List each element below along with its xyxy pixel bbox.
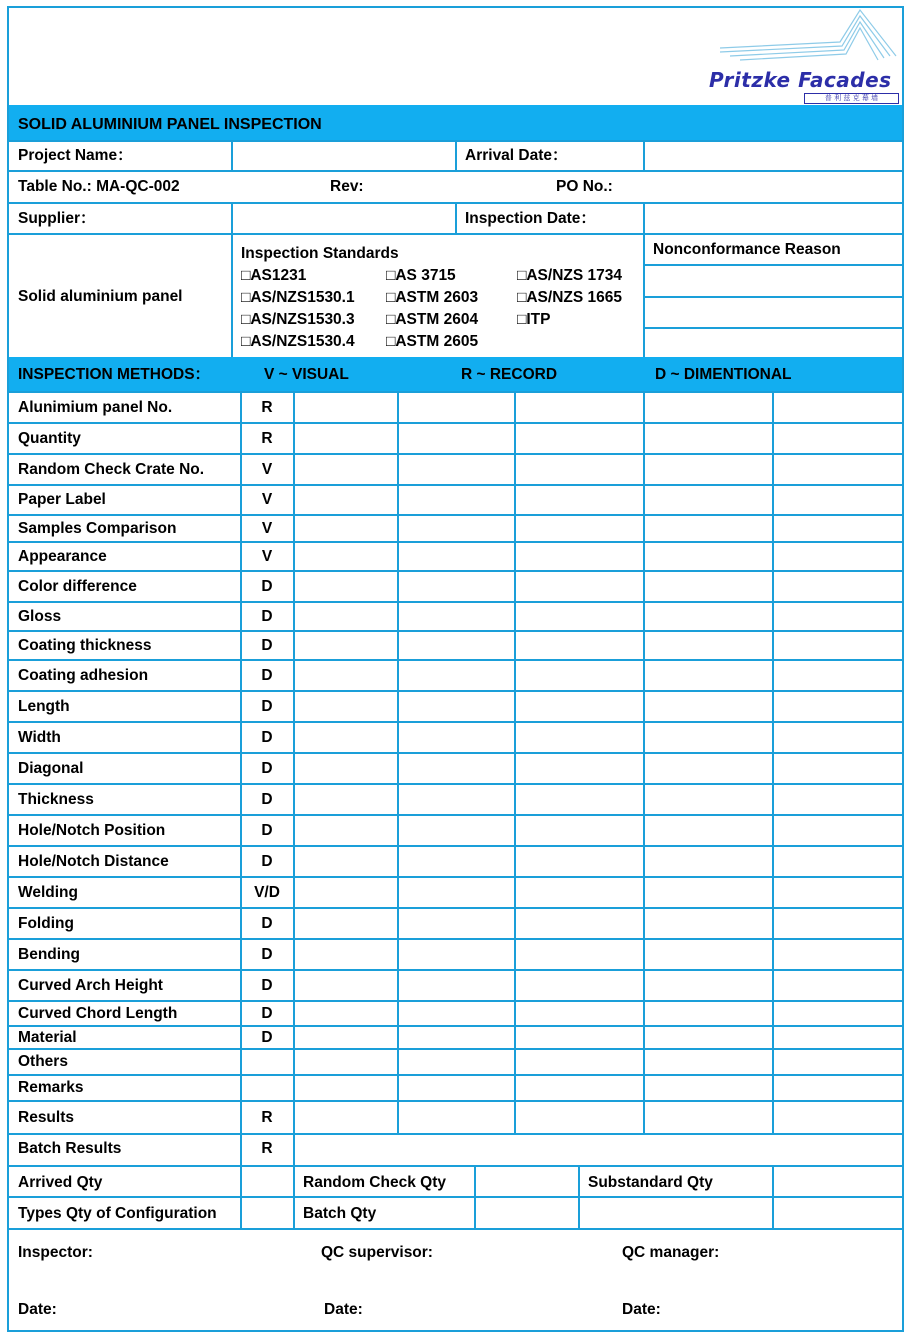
item-result-cell[interactable] <box>399 1050 514 1074</box>
item-result-cell[interactable] <box>645 723 772 752</box>
item-result-cell[interactable] <box>645 878 772 907</box>
item-result-cell[interactable] <box>399 723 514 752</box>
item-result-cell[interactable] <box>774 847 902 876</box>
item-result-cell[interactable] <box>774 754 902 783</box>
item-name: Paper Label <box>18 491 106 508</box>
item-result-cell[interactable] <box>399 878 514 907</box>
item-name: Hole/Notch Distance <box>18 853 169 870</box>
table-number: Table No.: MA-QC-002 <box>18 178 180 195</box>
item-result-cell[interactable] <box>645 909 772 938</box>
item-result-cell[interactable] <box>516 393 643 422</box>
method-dimensional: D ~ DIMENTIONAL <box>655 366 792 383</box>
manager-date-label: Date: <box>622 1301 661 1318</box>
item-name: Gloss <box>18 608 62 625</box>
item-name: Folding <box>18 915 74 932</box>
substandard-qty-field[interactable] <box>774 1167 902 1197</box>
item-result-cell[interactable] <box>399 1102 514 1133</box>
item-result-cell[interactable] <box>774 785 902 814</box>
item-result-cell[interactable] <box>516 847 643 876</box>
item-result-cell[interactable] <box>399 785 514 814</box>
item-result-cell[interactable] <box>774 1102 902 1133</box>
item-method-code: R <box>261 430 273 447</box>
item-result-cell[interactable] <box>774 878 902 907</box>
item-result-cell[interactable] <box>516 878 643 907</box>
item-result-cell[interactable] <box>516 424 643 453</box>
item-method-code: R <box>261 1109 273 1126</box>
logo-wordmark: Pritzke Facades <box>709 68 892 92</box>
item-result-cell[interactable] <box>516 971 643 1000</box>
standard-checkbox[interactable]: □AS1231 <box>241 267 307 284</box>
item-method-code: D <box>261 977 273 994</box>
item-result-cell[interactable] <box>295 486 397 514</box>
item-result-cell[interactable] <box>399 486 514 514</box>
item-name: Width <box>18 729 61 746</box>
item-result-cell[interactable] <box>516 632 643 659</box>
inspection-date-field[interactable] <box>645 204 902 233</box>
item-result-cell[interactable] <box>295 455 397 484</box>
item-name: Quantity <box>18 430 81 447</box>
method-record: R ~ RECORD <box>461 366 558 383</box>
item-result-cell[interactable] <box>399 603 514 630</box>
standard-checkbox[interactable]: □AS/NZS1530.3 <box>241 311 355 328</box>
item-result-cell[interactable] <box>774 940 902 969</box>
item-result-cell[interactable] <box>774 455 902 484</box>
random-check-qty-label: Random Check Qty <box>303 1174 446 1191</box>
item-name: Remarks <box>18 1079 84 1096</box>
item-result-cell[interactable] <box>295 1102 397 1133</box>
item-method-code: D <box>261 760 273 777</box>
item-result-cell[interactable] <box>516 909 643 938</box>
substandard-qty-label: Substandard Qty <box>588 1174 713 1191</box>
logo-subtext: 普 利 兹 克 幕 墙 <box>804 93 899 104</box>
item-result-cell[interactable] <box>645 603 772 630</box>
item-result-cell[interactable] <box>645 1076 772 1100</box>
arrived-qty-field[interactable] <box>242 1167 293 1197</box>
random-check-qty-field[interactable] <box>476 1167 578 1197</box>
form-title: SOLID ALUMINIUM PANEL INSPECTION <box>18 116 322 133</box>
item-result-cell[interactable] <box>295 424 397 453</box>
item-result-cell[interactable] <box>295 785 397 814</box>
item-result-cell[interactable] <box>774 486 902 514</box>
item-result-cell[interactable] <box>645 940 772 969</box>
method-visual: V ~ VISUAL <box>264 366 349 383</box>
item-result-cell[interactable] <box>645 754 772 783</box>
item-result-cell[interactable] <box>399 572 514 601</box>
item-result-cell[interactable] <box>645 516 772 541</box>
item-result-cell[interactable] <box>774 1002 902 1025</box>
standards-heading: Inspection Standards <box>241 245 399 262</box>
item-name: Coating thickness <box>18 637 152 654</box>
item-method-code: D <box>261 608 273 625</box>
qc-manager-label: QC manager: <box>622 1244 720 1261</box>
item-result-cell[interactable] <box>399 754 514 783</box>
item-result-cell[interactable] <box>399 1002 514 1025</box>
item-name: Length <box>18 698 70 715</box>
item-result-cell[interactable] <box>295 572 397 601</box>
inspection-date-label: Inspection Date： <box>465 210 596 227</box>
item-result-cell[interactable] <box>516 785 643 814</box>
item-result-cell[interactable] <box>774 661 902 690</box>
item-result-cell[interactable] <box>295 661 397 690</box>
po-number-label: PO No.: <box>556 178 613 195</box>
standard-checkbox[interactable]: □AS/NZS1530.1 <box>241 289 355 306</box>
item-method-code: D <box>261 698 273 715</box>
standard-checkbox[interactable]: □ITP <box>517 311 551 328</box>
item-name: Coating adhesion <box>18 667 149 684</box>
item-result-cell[interactable] <box>645 632 772 659</box>
item-name: Bending <box>18 946 80 963</box>
item-result-cell[interactable] <box>645 543 772 570</box>
item-result-cell[interactable] <box>399 632 514 659</box>
item-result-cell[interactable] <box>295 1076 397 1100</box>
item-result-cell[interactable] <box>295 692 397 721</box>
arrival-date-label: Arrival Date： <box>465 147 568 164</box>
item-result-cell[interactable] <box>399 909 514 938</box>
item-name: Alunimium panel No. <box>18 399 173 416</box>
item-result-cell[interactable] <box>516 723 643 752</box>
standard-checkbox[interactable]: □AS/NZS 1665 <box>517 289 622 306</box>
item-result-cell[interactable] <box>645 424 772 453</box>
item-method-code: D <box>261 1029 273 1046</box>
item-result-cell[interactable] <box>295 1050 397 1074</box>
item-result-cell[interactable] <box>516 816 643 845</box>
item-method-code: D <box>261 578 273 595</box>
item-name: Material <box>18 1029 77 1046</box>
item-result-cell[interactable] <box>295 816 397 845</box>
item-method-code: D <box>261 853 273 870</box>
item-method-code: D <box>261 791 273 808</box>
item-result-cell[interactable] <box>295 1027 397 1048</box>
item-result-cell[interactable] <box>645 692 772 721</box>
item-result-cell[interactable] <box>774 543 902 570</box>
item-result-cell[interactable] <box>774 723 902 752</box>
item-result-cell[interactable] <box>774 971 902 1000</box>
item-result-cell[interactable] <box>516 692 643 721</box>
item-result-cell[interactable] <box>399 455 514 484</box>
item-result-cell[interactable] <box>516 1076 643 1100</box>
item-result-cell[interactable] <box>399 1027 514 1048</box>
batch-qty-label: Batch Qty <box>303 1205 377 1222</box>
item-name: Random Check Crate No. <box>18 461 205 478</box>
item-result-cell[interactable] <box>774 572 902 601</box>
batch-results-field[interactable] <box>293 1133 902 1165</box>
product-type: Solid aluminium panel <box>18 288 183 305</box>
batch-results-label: Batch Results <box>18 1140 122 1157</box>
item-result-cell[interactable] <box>645 847 772 876</box>
types-qty-field[interactable] <box>242 1198 293 1228</box>
item-method-code: D <box>261 915 273 932</box>
item-result-cell[interactable] <box>645 393 772 422</box>
item-result-cell[interactable] <box>774 393 902 422</box>
project-name-label: Project Name： <box>18 147 133 164</box>
item-name: Appearance <box>18 548 107 565</box>
standard-checkbox[interactable]: □ASTM 2605 <box>386 333 479 350</box>
item-result-cell[interactable] <box>516 516 643 541</box>
item-result-cell[interactable] <box>399 816 514 845</box>
item-method-code: V <box>261 548 273 565</box>
item-result-cell[interactable] <box>295 543 397 570</box>
item-result-cell[interactable] <box>399 940 514 969</box>
item-name: Diagonal <box>18 760 84 777</box>
item-name: Color difference <box>18 578 137 595</box>
standard-checkbox[interactable]: □AS 3715 <box>386 267 456 284</box>
item-method-code: D <box>261 1005 273 1022</box>
item-result-cell[interactable] <box>295 393 397 422</box>
item-name: Welding <box>18 884 78 901</box>
item-method-code: V <box>261 491 273 508</box>
item-result-cell[interactable] <box>295 754 397 783</box>
item-result-cell[interactable] <box>516 1002 643 1025</box>
item-result-cell[interactable] <box>645 1002 772 1025</box>
supplier-field[interactable] <box>233 204 455 233</box>
item-result-cell[interactable] <box>399 661 514 690</box>
item-result-cell[interactable] <box>774 692 902 721</box>
item-result-cell[interactable] <box>516 455 643 484</box>
item-name: Hole/Notch Position <box>18 822 166 839</box>
inspector-date-label: Date: <box>18 1301 57 1318</box>
item-result-cell[interactable] <box>399 692 514 721</box>
item-result-cell[interactable] <box>295 878 397 907</box>
item-method-code: D <box>261 729 273 746</box>
item-method-code: D <box>261 946 273 963</box>
item-result-cell[interactable] <box>295 723 397 752</box>
arrival-date-field[interactable] <box>645 142 902 170</box>
item-result-cell[interactable] <box>516 603 643 630</box>
inspector-label: Inspector: <box>18 1244 93 1261</box>
item-result-cell[interactable] <box>516 1102 643 1133</box>
qc-supervisor-label: QC supervisor: <box>321 1244 433 1261</box>
item-result-cell[interactable] <box>645 455 772 484</box>
item-result-cell[interactable] <box>645 785 772 814</box>
item-result-cell[interactable] <box>774 603 902 630</box>
supplier-label: Supplier： <box>18 210 96 227</box>
item-result-cell[interactable] <box>295 1002 397 1025</box>
item-method-code: D <box>261 637 273 654</box>
item-name: Results <box>18 1109 74 1126</box>
item-result-cell[interactable] <box>774 1050 902 1074</box>
item-result-cell[interactable] <box>774 1076 902 1100</box>
item-result-cell[interactable] <box>295 603 397 630</box>
rev-label: Rev: <box>330 178 364 195</box>
item-result-cell[interactable] <box>295 847 397 876</box>
item-method-code: D <box>261 822 273 839</box>
arrived-qty-label: Arrived Qty <box>18 1174 103 1191</box>
batch-results-code: R <box>261 1140 273 1157</box>
item-result-cell[interactable] <box>645 971 772 1000</box>
item-result-cell[interactable] <box>774 909 902 938</box>
standard-checkbox[interactable]: □AS/NZS1530.4 <box>241 333 355 350</box>
item-result-cell[interactable] <box>774 816 902 845</box>
item-result-cell[interactable] <box>774 1027 902 1048</box>
item-result-cell[interactable] <box>774 516 902 541</box>
nonconformance-heading: Nonconformance Reason <box>653 241 841 258</box>
item-result-cell[interactable] <box>295 940 397 969</box>
item-result-cell[interactable] <box>774 632 902 659</box>
standard-checkbox[interactable]: □ASTM 2604 <box>386 311 479 328</box>
standard-checkbox[interactable]: □AS/NZS 1734 <box>517 267 622 284</box>
item-result-cell[interactable] <box>399 393 514 422</box>
item-result-cell[interactable] <box>399 847 514 876</box>
project-name-field[interactable] <box>233 142 455 170</box>
item-result-cell[interactable] <box>399 424 514 453</box>
item-result-cell[interactable] <box>516 1027 643 1048</box>
item-method-code: V <box>261 461 273 478</box>
item-result-cell[interactable] <box>645 486 772 514</box>
item-result-cell[interactable] <box>516 486 643 514</box>
standard-checkbox[interactable]: □ASTM 2603 <box>386 289 479 306</box>
item-result-cell[interactable] <box>774 424 902 453</box>
item-result-cell[interactable] <box>516 754 643 783</box>
item-result-cell[interactable] <box>645 1050 772 1074</box>
types-qty-label: Types Qty of Configuration <box>18 1205 217 1222</box>
item-result-cell[interactable] <box>295 971 397 1000</box>
item-name: Samples Comparison <box>18 520 177 537</box>
item-name: Curved Arch Height <box>18 977 163 994</box>
item-method-code: R <box>261 399 273 416</box>
item-method-code: D <box>261 667 273 684</box>
item-result-cell[interactable] <box>645 661 772 690</box>
supervisor-date-label: Date: <box>324 1301 363 1318</box>
item-result-cell[interactable] <box>645 572 772 601</box>
item-name: Thickness <box>18 791 94 808</box>
item-result-cell[interactable] <box>399 971 514 1000</box>
batch-qty-field[interactable] <box>476 1198 578 1228</box>
item-method-code: V <box>261 520 273 537</box>
item-result-cell[interactable] <box>399 543 514 570</box>
item-name: Others <box>18 1053 68 1070</box>
item-result-cell[interactable] <box>295 632 397 659</box>
item-method-code: V/D <box>254 884 280 901</box>
item-name: Curved Chord Length <box>18 1005 178 1022</box>
item-result-cell[interactable] <box>645 816 772 845</box>
item-result-cell[interactable] <box>295 516 397 541</box>
item-result-cell[interactable] <box>645 1027 772 1048</box>
item-result-cell[interactable] <box>399 516 514 541</box>
item-result-cell[interactable] <box>516 572 643 601</box>
item-result-cell[interactable] <box>399 1076 514 1100</box>
item-result-cell[interactable] <box>516 661 643 690</box>
item-result-cell[interactable] <box>295 909 397 938</box>
item-result-cell[interactable] <box>516 940 643 969</box>
item-result-cell[interactable] <box>516 543 643 570</box>
methods-label: INSPECTION METHODS： <box>18 366 211 383</box>
item-result-cell[interactable] <box>516 1050 643 1074</box>
item-result-cell[interactable] <box>645 1102 772 1133</box>
